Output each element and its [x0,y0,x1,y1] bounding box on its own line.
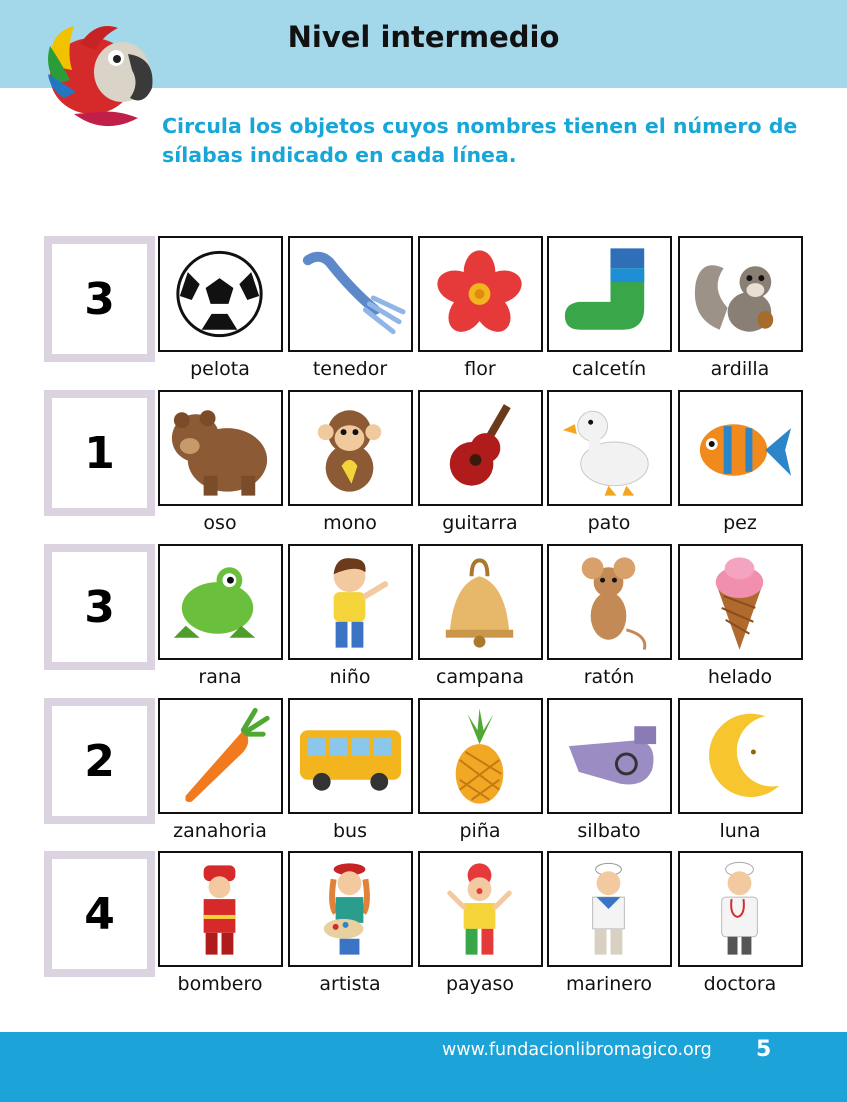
monkey-icon[interactable] [288,390,413,506]
ice-cream-icon[interactable] [678,544,803,660]
exercise-row [0,390,847,544]
pineapple-icon[interactable] [418,698,543,814]
bus-icon[interactable] [288,698,413,814]
soccer-ball-icon[interactable] [158,236,283,352]
item-label: artista [319,973,381,995]
syllable-count: 4 [84,888,115,940]
syllable-count: 1 [84,427,115,479]
sock-icon[interactable] [547,236,672,352]
item-label: oso [203,512,237,534]
page-number: 5 [756,1037,772,1062]
bear-icon[interactable] [158,390,283,506]
flower-icon[interactable] [418,236,543,352]
syllable-count-box [44,390,155,516]
firefighter-icon[interactable] [158,851,283,967]
item-label: mono [323,512,377,534]
duck-icon[interactable] [547,390,672,506]
footer-url[interactable]: www.fundacionlibromagico.org [442,1040,712,1060]
item-label: guitarra [442,512,518,534]
item-label: calcetín [571,358,647,380]
exercise-row [0,236,847,390]
syllable-count-frame [52,398,147,508]
item-label: pez [723,512,757,534]
item-label: pato [587,512,631,534]
clown-icon[interactable] [418,851,543,967]
frog-icon[interactable] [158,544,283,660]
item-label: flor [464,358,496,380]
item-label: doctora [703,973,777,995]
instructions-text: Circula los objetos cuyos nombres tienen el número de sílabas indicado en cada línea. [162,114,798,167]
mouse-icon[interactable] [547,544,672,660]
item-label: helado [707,666,773,688]
item-label: zanahoria [173,820,267,842]
syllable-count: 3 [84,273,115,325]
bell-icon[interactable] [418,544,543,660]
moon-icon[interactable] [678,698,803,814]
syllable-count: 2 [84,735,115,787]
item-label: campana [436,666,524,688]
item-label: marinero [566,973,652,995]
item-label: tenedor [312,358,388,380]
doctor-icon[interactable] [678,851,803,967]
syllable-count-box [44,698,155,824]
whistle-icon[interactable] [547,698,672,814]
item-label: rana [198,666,242,688]
item-label: ardilla [710,358,770,380]
exercise-row [0,544,847,698]
guitar-icon[interactable] [418,390,543,506]
syllable-count-frame [52,552,147,662]
sailor-icon[interactable] [547,851,672,967]
item-label: silbato [577,820,641,842]
item-label: payaso [445,973,515,995]
parrot-mascot-icon [44,14,164,136]
syllable-count-frame [52,244,147,354]
item-label: bombero [177,973,263,995]
syllable-count-box [44,544,155,670]
syllable-count-frame [52,859,147,969]
footer-band [0,1032,847,1102]
syllable-count-box [44,851,155,977]
carrot-icon[interactable] [158,698,283,814]
syllable-count-frame [52,706,147,816]
item-label: ratón [583,666,635,688]
item-label: niño [329,666,371,688]
fork-icon[interactable] [288,236,413,352]
artist-icon[interactable] [288,851,413,967]
item-label: pelota [190,358,250,380]
syllable-count: 3 [84,581,115,633]
item-label: bus [332,820,367,842]
exercise-row [0,698,847,852]
item-label: luna [719,820,761,842]
exercise-row [0,851,847,1005]
page-title: Nivel intermedio [287,20,560,54]
boy-icon[interactable] [288,544,413,660]
item-label: piña [459,820,501,842]
syllable-count-box [44,236,155,362]
squirrel-icon[interactable] [678,236,803,352]
fish-icon[interactable] [678,390,803,506]
